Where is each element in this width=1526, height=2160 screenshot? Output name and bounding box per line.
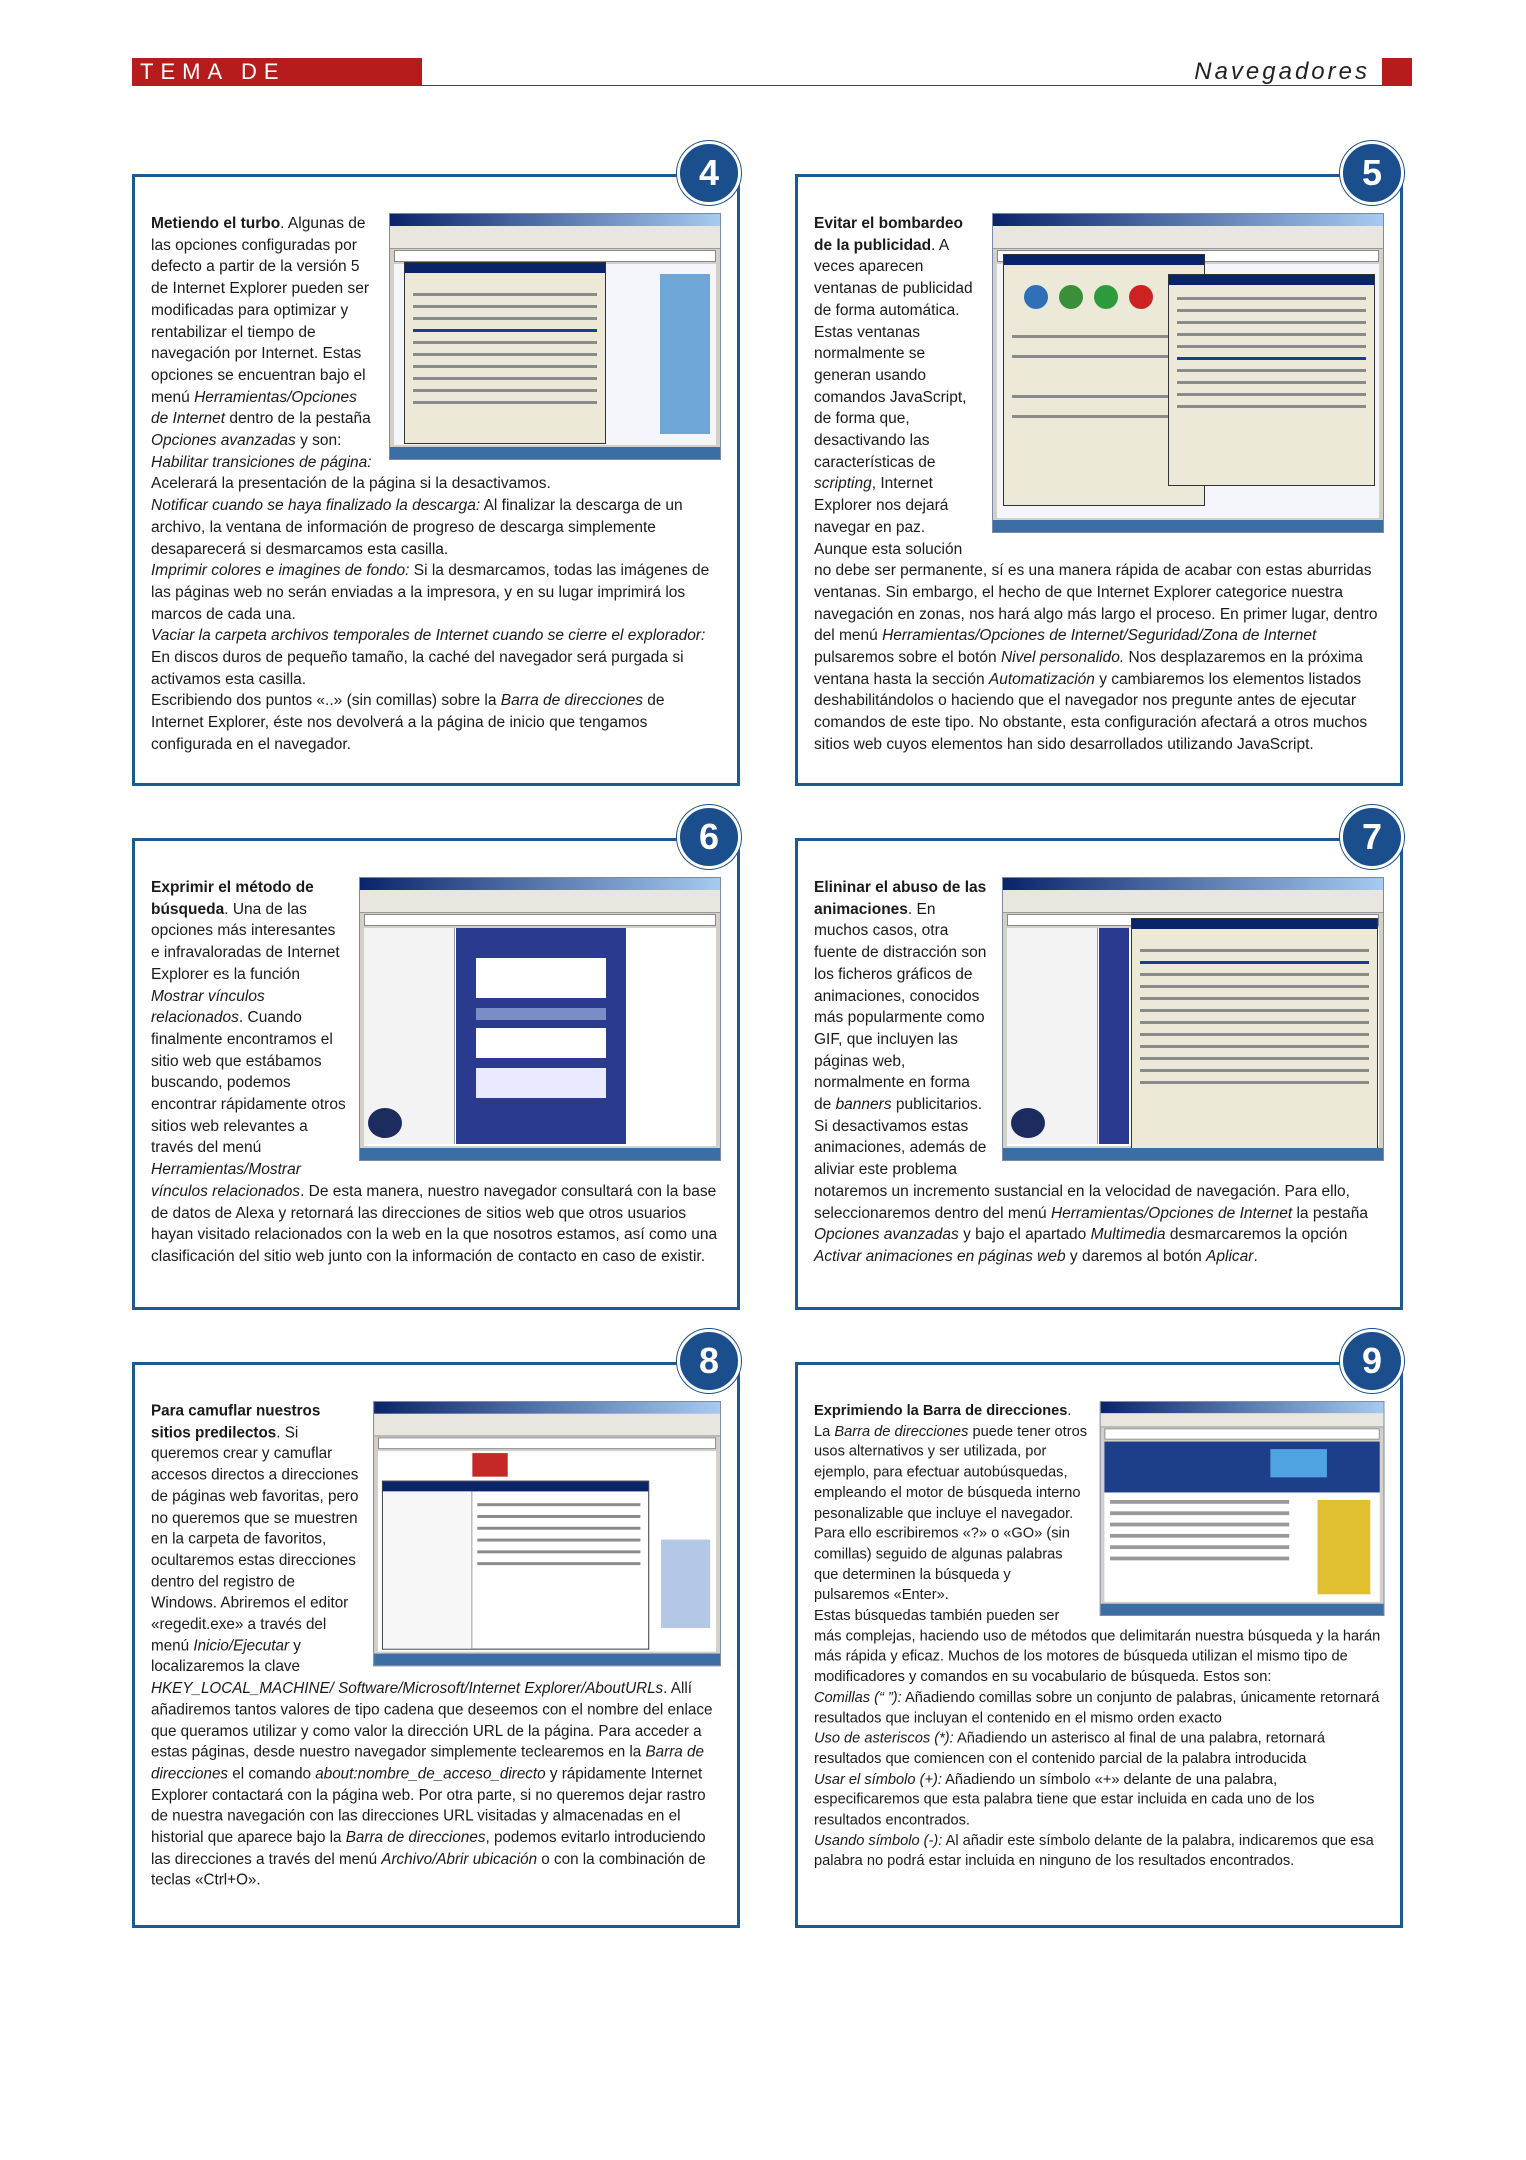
tip-number-badge: 4 — [677, 141, 741, 205]
tip-body — [151, 1401, 721, 1892]
tip-panel-7 — [795, 816, 1403, 1310]
tip-title: Exprimir el método de búsqueda — [151, 879, 314, 918]
text-run: Al finalizar la descarga de un archivo, la ventana de información de progreso de descarga simplemente desaparecerá si desmarcamos esta casilla. — [151, 497, 683, 558]
text-run: , Internet Explorer nos dejará navegar en paz. Aunque esta solución no debe ser permanente, sí es una manera rápida de acabar con estas aburridas ventanas. Sin embargo, el hecho de que Internet Explorer categorice nuestra navegación en zonas, nos hará algo más largo el proceso. En primer lugar, dentro del menú — [814, 475, 1378, 645]
text-run: Añadiendo un asterisco al final de una palabra, retornará resultados que comiencen con el contenido parcial de la palabra introducida — [814, 1730, 1326, 1767]
text-run: Nos desplazaremos en la próxima ventana hasta la sección — [814, 649, 1363, 688]
text-run: scripting — [814, 475, 872, 493]
text-run: . En muchos casos, otra fuente de distracción son los ficheros gráficos de animaciones, conocidos más popularmente como GIF, que incluyen las páginas web, normalmente en forma de — [814, 900, 987, 1114]
tip-body — [814, 1401, 1384, 1872]
text-run: . A veces aparecen ventanas de publicidad de forma automática. Estas ventanas normalmente se generan usando comandos JavaScript, de forma que, desactivando las características de — [814, 236, 973, 471]
text-run: Herramientas/Opciones de Internet — [1050, 1204, 1293, 1222]
tip-panel-4 — [132, 152, 740, 786]
topic-label: Navegadores — [1194, 58, 1370, 85]
text-run: . Algunas de las opciones configuradas por defecto a partir de la versión 5 de Internet Explorer pueden ser modificadas para optimizar y rentabilizar el tiempo de navegación por Internet. Estas opciones se encuentran bajo el menú — [151, 215, 369, 406]
text-run: Imprimir colores e imagines de fondo: — [151, 562, 410, 580]
text-run: En discos duros de pequeño tamaño, la caché del navegador será purgada si activamos esta casilla. — [151, 649, 684, 688]
text-run: Usar el símbolo (+): — [814, 1771, 942, 1788]
text-run: Opciones avanzadas — [151, 432, 296, 450]
text-run: de Internet Explorer, éste nos devolverá a la página de inicio que tengamos configurada en el navegador. — [151, 692, 665, 753]
tip-number-badge: 7 — [1340, 805, 1404, 869]
text-run: Aplicar — [1206, 1247, 1254, 1265]
text-run: Opciones avanzadas — [814, 1226, 959, 1244]
text-run: HKEY_LOCAL_MACHINE/ Software/Microsoft/Internet Explorer/AboutURLs — [151, 1680, 664, 1697]
text-run: Herramientas/Opciones de Internet — [151, 388, 357, 428]
text-run: Notificar cuando se haya finalizado la descarga: — [151, 497, 481, 515]
text-run: Activar animaciones en páginas web — [814, 1247, 1066, 1265]
text-run: Comillas (“ ”): — [814, 1689, 902, 1706]
text-run: o con la combinación de teclas «Ctrl+O». — [151, 1850, 706, 1889]
text-run: y cambiaremos los elementos listados deshabilitándolos o haciendo que el navegador nos pregunte antes de ejecutar comandos de este tipo. No obstante, esta configuración afectará a otros muchos sitios web cuyos elementos han sido desarrollados utilizando JavaScript. — [814, 670, 1368, 753]
section-label: TEMA DE PORTADA — [132, 58, 422, 86]
text-run: . De esta manera, nuestro navegador consultará con la base de datos de Alexa y retornará las direcciones de sitios web que otros usuarios hayan visitado relacionados con la web en la que nosotros estamos, así como una clasificación del sitio web junto con la información de contacto en caso de existir. — [151, 1182, 718, 1265]
tip-panel-8 — [132, 1340, 740, 1928]
text-run: Añadiendo comillas sobre un conjunto de palabras, únicamente retornará resultados que incluyan el contenido en el mismo orden exacto — [814, 1689, 1380, 1726]
text-run: y bajo el apartado — [958, 1226, 1091, 1244]
text-run: dentro de la pestaña — [225, 410, 371, 428]
text-run: Si la desmarcamos, todas las imágenes de las páginas web no serán enviadas a la impresora, y en su lugar imprimirá los marcos de cada una. — [151, 562, 710, 623]
tip-title: Elininar el abuso de las animaciones — [814, 879, 987, 918]
text-run: y rápidamente Internet Explorer contactará con la página web. Por otra parte, si no queremos dejar rastro de nuestra navegación con las direcciones URL visitadas y almacenadas en el historial que aparece bajo la — [151, 1765, 706, 1847]
text-run: . Allí añadiremos tantos valores de tipo cadena que deseemos con el nombre del enlace que queramos utilizar y como valor la dirección URL de la página. Para acceder a estas páginas, desde nuestro navegador simplemente teclearemos en la — [151, 1680, 713, 1761]
tip-panel-9 — [795, 1340, 1403, 1928]
tip-title: Exprimiendo la Barra de direcciones — [814, 1402, 1068, 1419]
text-run: , podemos evitarlo introduciendo las direcciones a través del menú — [151, 1829, 706, 1868]
tip-number-badge: 5 — [1340, 141, 1404, 205]
tip-body — [151, 877, 721, 1268]
text-run: y localizaremos la clave — [151, 1637, 301, 1676]
tip-panel-6 — [132, 816, 740, 1310]
text-run: publicitarios. Si desactivamos estas animaciones, además de aliviar este problema notaremos un incremento sustancial en la velocidad de navegación. Para ello, seleccionaremos dentro del menú — [814, 1096, 1350, 1222]
text-run: Uso de asteriscos (*): — [814, 1730, 954, 1747]
text-run: Herramientas/Opciones de Internet/Seguridad/Zona de Internet — [882, 627, 1317, 645]
browser-screenshot — [373, 1401, 721, 1666]
text-run: Mostrar vínculos relacionados — [151, 987, 265, 1027]
text-run: Al añadir este símbolo delante de la palabra, indicaremos que esa palabra no podrá estar incluida en ninguno de los resultados encontrados. — [814, 1832, 1374, 1870]
tip-title: Metiendo el turbo — [151, 215, 281, 232]
text-run: la pestaña — [1292, 1204, 1369, 1222]
text-run: banners — [835, 1096, 892, 1114]
browser-screenshot — [992, 213, 1384, 533]
tip-title: Para camuflar nuestros sitios predilectos — [151, 1402, 321, 1441]
text-run: Acelerará la presentación de la página si la desactivamos. — [151, 475, 551, 493]
text-run: puede tener otros usos alternativos y ser utilizada, por ejemplo, para efectuar autobúsquedas, empleando el motor de búsqueda interno pesonalizable que incluye el navegador. Para ello escribiremos «?» o «GO» (sin comillas) seguido de algunas palabras que determinen la búsqueda y pulsaremos «Enter». — [814, 1423, 1088, 1604]
tip-number-badge: 9 — [1340, 1329, 1404, 1393]
browser-screenshot — [359, 877, 721, 1161]
text-run: about:nombre_de_acceso_directo — [315, 1765, 546, 1783]
text-run: . La — [814, 1402, 1072, 1440]
header-accent-block — [1382, 58, 1412, 86]
text-run: Añadiendo un símbolo «+» delante de una palabra, especificaremos que esta palabra tiene que estar incluida en cada uno de los resultados encontrados. — [814, 1771, 1315, 1829]
text-run: Herramientas/Mostrar vínculos relacionados — [151, 1161, 301, 1200]
text-run: Barra de direcciones — [834, 1423, 969, 1440]
text-run: Automatización — [988, 670, 1095, 688]
text-run: Escribiendo dos puntos «..» (sin comillas) sobre la — [151, 692, 501, 710]
text-run: Barra de direcciones — [151, 1744, 704, 1783]
text-run: desmarcaremos la opción — [1165, 1226, 1348, 1244]
text-run: . — [1253, 1247, 1258, 1265]
tip-number-badge: 8 — [677, 1329, 741, 1393]
text-run: Inicio/Ejecutar — [193, 1637, 290, 1655]
browser-screenshot — [1099, 1401, 1384, 1616]
text-run: . Una de las opciones más interesantes e infravaloradas de Internet Explorer es la función — [151, 900, 340, 983]
browser-screenshot — [389, 213, 721, 460]
tip-number-badge: 6 — [677, 805, 741, 869]
text-run: . Si queremos crear y camuflar accesos directos a direcciones de páginas web favoritas, pero no queremos que se muestren en la carpeta de favoritos, ocultaremos estas direcciones dentro del registro de Windows. Abriremos el editor «regedit.exe» a través del menú — [151, 1424, 359, 1655]
text-run: Usando símbolo (-): — [814, 1832, 943, 1849]
text-run: Nivel personalido. — [1000, 649, 1125, 667]
text-run: Habilitar transiciones de página: — [151, 453, 372, 471]
page-header — [132, 58, 1412, 112]
tip-body — [814, 877, 1384, 1268]
text-run: Barra de direcciones — [500, 692, 643, 710]
text-run: pulsaremos sobre el botón — [814, 649, 1001, 667]
tip-body — [814, 213, 1384, 756]
text-run: Barra de direcciones — [345, 1829, 486, 1847]
text-run: y son: — [295, 432, 342, 450]
text-run: Archivo/Abrir ubicación — [381, 1850, 538, 1868]
text-run: Multimedia — [1090, 1226, 1166, 1244]
text-run: Vaciar la carpeta archivos temporales de Internet cuando se cierre el explorador: — [151, 627, 706, 645]
text-run: el comando — [228, 1765, 316, 1783]
text-run: . Cuando finalmente encontramos el sitio web que estábamos buscando, podemos encontrar rápidamente otros sitios web relevantes a través del menú — [151, 1009, 346, 1157]
tip-title: Evitar el bombardeo de la publicidad — [814, 215, 964, 254]
text-run: y daremos al botón — [1065, 1247, 1207, 1265]
browser-screenshot — [1002, 877, 1384, 1161]
text-run: Estas búsquedas también pueden ser más complejas, haciendo uso de métodos que delimitarán nuestra búsqueda y la harán más rápida y eficaz. Muchos de los motores de búsqueda utilizan el mismo tipo de modificadores y comandos en su vocabulario de búsqueda. Estos son: — [814, 1607, 1381, 1685]
tip-panel-5 — [795, 152, 1403, 786]
tip-body — [151, 213, 721, 756]
